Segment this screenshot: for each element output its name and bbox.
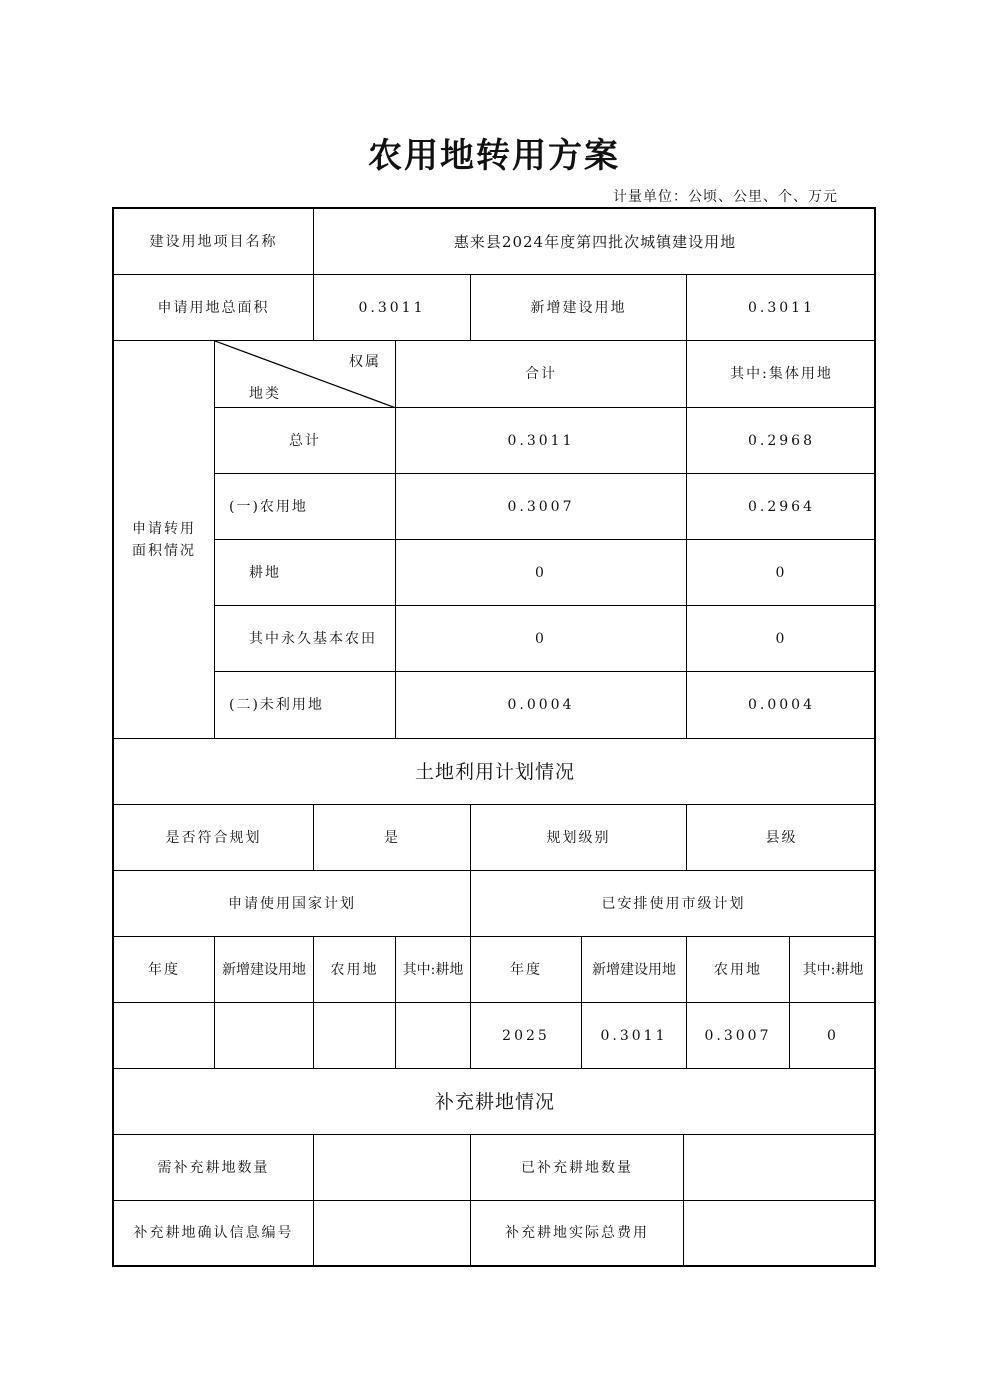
val-cultivated-city: 0 [790, 1003, 876, 1069]
new-construction-value: 0.3011 [687, 275, 876, 341]
confirmation-code-value [314, 1201, 471, 1265]
plan-level-value: 县级 [687, 805, 876, 871]
row-basic-farmland-collective: 0 [687, 606, 876, 672]
col-cultivated-national: 其中:耕地 [396, 937, 471, 1003]
val-cultivated-national [396, 1003, 471, 1069]
row-basic-farmland-value: 0 [396, 606, 687, 672]
need-supplement-label: 需补充耕地数量 [114, 1135, 314, 1201]
col-year-city: 年度 [471, 937, 582, 1003]
row-label-cultivated: 耕地 [215, 540, 396, 606]
ownership-label: 权属 [349, 354, 381, 370]
row-cultivated-collective: 0 [687, 540, 876, 606]
page-title: 农用地转用方案 [368, 136, 620, 176]
national-plan-label: 申请使用国家计划 [114, 871, 471, 937]
done-supplement-value [684, 1135, 876, 1201]
row-cultivated-value: 0 [396, 540, 687, 606]
conversion-section-label: 申请转用 面积情况 [114, 341, 215, 739]
val-new-construction-national [215, 1003, 314, 1069]
row-label-basic-farmland: 其中永久基本农田 [215, 606, 396, 672]
total-area-value: 0.3011 [314, 275, 471, 341]
col-new-construction-national: 新增建设用地 [215, 937, 314, 1003]
row-total-value: 0.3011 [396, 408, 687, 474]
new-construction-label: 新增建设用地 [471, 275, 687, 341]
supplement-section-heading: 补充耕地情况 [114, 1069, 876, 1135]
conversion-form-table [112, 207, 876, 1267]
done-supplement-label: 已补充耕地数量 [471, 1135, 684, 1201]
land-type-label: 地类 [249, 386, 281, 402]
city-plan-label: 已安排使用市级计划 [471, 871, 876, 937]
conform-value: 是 [314, 805, 471, 871]
actual-cost-value [684, 1201, 876, 1265]
col-total-header: 合计 [396, 341, 687, 408]
actual-cost-label: 补充耕地实际总费用 [471, 1201, 684, 1265]
col-year-national: 年度 [114, 937, 215, 1003]
row-farmland-collective: 0.2964 [687, 474, 876, 540]
col-cultivated-city: 其中:耕地 [790, 937, 876, 1003]
val-new-construction-city: 0.3011 [582, 1003, 687, 1069]
row-label-total: 总计 [215, 408, 396, 474]
col-new-construction-city: 新增建设用地 [582, 937, 687, 1003]
row-total-collective: 0.2968 [687, 408, 876, 474]
row-label-farmland: (一)农用地 [215, 474, 396, 540]
val-farmland-city: 0.3007 [687, 1003, 790, 1069]
project-name-value: 惠来县2024年度第四批次城镇建设用地 [314, 209, 876, 275]
need-supplement-value [314, 1135, 471, 1201]
row-unused-value: 0.0004 [396, 672, 687, 739]
val-farmland-national [314, 1003, 396, 1069]
val-year-city: 2025 [471, 1003, 582, 1069]
col-farmland-national: 农用地 [314, 937, 396, 1003]
project-name-label: 建设用地项目名称 [114, 209, 314, 275]
diagonal-header-cell [215, 341, 396, 408]
plan-level-label: 规划级别 [471, 805, 687, 871]
confirmation-code-label: 补充耕地确认信息编号 [114, 1201, 314, 1265]
row-unused-collective: 0.0004 [687, 672, 876, 739]
plan-section-heading: 土地利用计划情况 [114, 739, 876, 805]
val-year-national [114, 1003, 215, 1069]
unit-note: 计量单位：公顷、公里、个、万元 [613, 189, 838, 205]
col-farmland-city: 农用地 [687, 937, 790, 1003]
total-area-label: 申请用地总面积 [114, 275, 314, 341]
row-label-unused: (二)未利用地 [215, 672, 396, 739]
row-farmland-value: 0.3007 [396, 474, 687, 540]
col-collective-header: 其中:集体用地 [687, 341, 876, 408]
conform-label: 是否符合规划 [114, 805, 314, 871]
